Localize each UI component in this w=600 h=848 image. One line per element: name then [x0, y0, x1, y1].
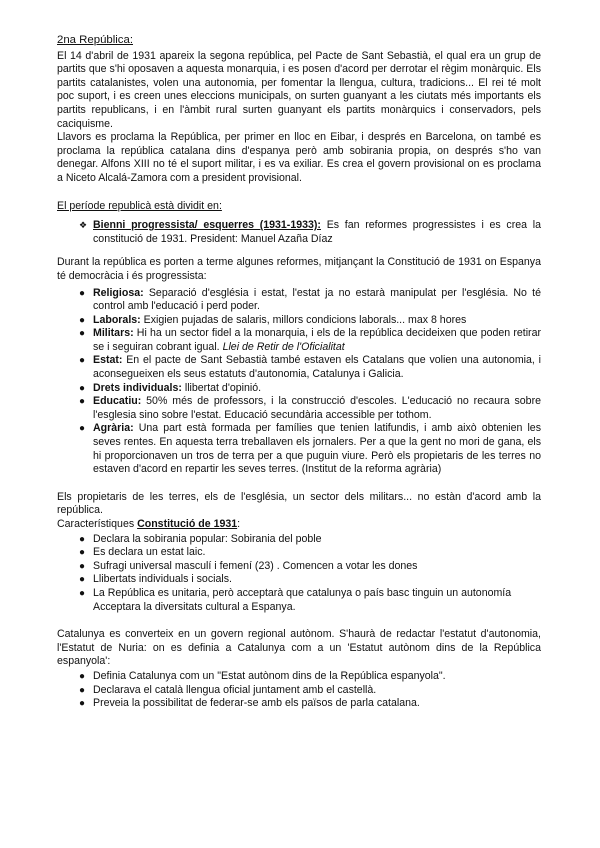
- constitution-heading: Característiques Constitució de 1931:: [57, 518, 241, 530]
- list-item: ● Religiosa: Separació d'església i estat, l'estat ja no estarà manipulat per l'església. No té control amb l'educació i perd poder.: [79, 286, 541, 313]
- list-item: ● Laborals: Exigien pujadas de salaris, millors condicions laborals... max 8 hores: [79, 313, 467, 326]
- list-item: ● Definia Catalunya com un "Estat autònom dins de la República espanyola".: [79, 669, 446, 682]
- list-item: ● Estat: En el pacte de Sant Sebastià també estaven els Catalans que volien una autonomia, i aconsegueixen els seus estatuts d'autonomia, Catalunya i Galicia.: [79, 354, 541, 381]
- list-item: ● Preveia la possibilitat de federar-se amb els països de parla catalana.: [79, 697, 420, 710]
- list-item: ● Militars: Hi ha un sector fidel a la monarquia, i els de la república decideixen que poden retirar se i seguiran cobrant igual. Llei de Retir de l'Oficialitat: [79, 327, 541, 353]
- list-item: ● Educatiu: 50% més de professors, i la construcció d'escoles. L'educació no recaura sobre l'esglesia sino sobre l'estat. Educació secundària accessible per tothom.: [79, 395, 541, 421]
- bullet-icon: ●: [79, 328, 86, 340]
- list-item: ● La República es unitaria, però acceptarà que catalunya o país basc tinguin un autonomía Acceptara la diversitats cultural a Espanya.: [79, 586, 512, 613]
- bullet-icon: ●: [79, 587, 86, 599]
- list-item: ● Declara la sobirania popular: Sobirania del poble: [79, 532, 322, 545]
- bullet-icon: ●: [79, 574, 86, 586]
- constitution-list: [57, 533, 541, 615]
- bullet-icon: ●: [79, 560, 86, 572]
- bullet-icon: ●: [79, 698, 86, 710]
- list-item: ● Declarava el català llengua oficial juntament amb el castellà.: [79, 683, 377, 696]
- list-item: ● Es declara un estat laic.: [79, 546, 206, 559]
- section-heading: 2na República:: [57, 34, 133, 46]
- intro-paragraph: El 14 d'abril de 1931 apareix la segona república, pel Pacte de Sant Sebastià, el qual era un grup de partits que s'hi oposaven a aquesta monarquia, i es posen d'acord per derrotar el règim monàrquic. Els partits catalanistes, volen una autonomia, per fomentar la llengua, cultura, tradicions... El rei té molt poc suport, i es creen unes eleccions municipals, on surten guanyant a les ciutats més importants els partits republicans, i en l'àmbit rural surten guanyant els partits monàrquics i conservadors, pels caciquisme.: [57, 49, 541, 130]
- diamond-bullet-icon: ❖: [79, 220, 88, 231]
- bullet-icon: ●: [79, 684, 86, 696]
- owners-paragraph: Els propietaris de les terres, els de l'església, un sector dels militars... no estàn d'acord amb la república.: [57, 490, 541, 517]
- proclamation-paragraph: Llavors es proclama la República, per primer en lloc en Eibar, i després en Barcelona, on també es proclama la república catalana dins d'espanya però amb sobirania propia, on després s'ho van denegar. Alfons XIII no té el suport militar, i es va exiliar. Es crea el govern provisional on es proclama a Niceto Alcalá-Zamora com a president provisional.: [57, 131, 541, 184]
- bullet-icon: ●: [79, 355, 86, 367]
- bullet-icon: ●: [79, 533, 86, 545]
- bienni-item: [79, 219, 541, 246]
- bullet-icon: ●: [79, 382, 86, 394]
- bullet-icon: ●: [79, 547, 86, 559]
- list-item: ● Drets individuals: llibertat d'opinió.: [79, 381, 262, 394]
- bienni-title: Bienni progressista/ esquerres (1931-1933):: [93, 219, 321, 232]
- bullet-icon: ●: [79, 670, 86, 682]
- reforms-list: [57, 287, 541, 477]
- list-item: ● Llibertats individuals i socials.: [79, 573, 232, 586]
- list-item: ● Sufragi universal masculí i femení (23) . Comencen a votar les dones: [79, 559, 418, 572]
- bullet-icon: ●: [79, 287, 86, 299]
- periods-heading: El període republicà està dividit en:: [57, 199, 222, 212]
- document-page: [57, 34, 541, 711]
- bullet-icon: ●: [79, 314, 86, 326]
- list-item: ● Agrària: Una part està formada per famílies que tenien latifundis, i amb això obtenien les seves rentes. En aquesta terra treballaven els jornalers. Per a que la gent no mori de gana, els hi proporcionaven un tros de terra per a que puguin viure. Però els propietaris de les terres no estaven d'acord en repartir les seves terres. (Institut de la reforma agrària): [79, 422, 541, 476]
- bienni-text: Es fan reformes progressistes i es crea la constitució de 1931. President: Manuel Azaña Díaz: [93, 219, 542, 245]
- reforms-intro: Durant la república es porten a terme algunes reformes, mitjançant la Constitució de 1931 on Espanya té democràcia i és progressista:: [57, 256, 541, 282]
- bullet-icon: ●: [79, 423, 86, 435]
- bullet-icon: ●: [79, 396, 86, 408]
- catalunya-paragraph: Catalunya es converteix en un govern regional autònom. S'haurà de redactar l'estatut d'autonomia, l'Estatut de Nuria: on es definia a Catalunya com a un 'Estatut autònom dins de la República espanyola':: [57, 628, 541, 668]
- catalunya-list: [57, 670, 541, 711]
